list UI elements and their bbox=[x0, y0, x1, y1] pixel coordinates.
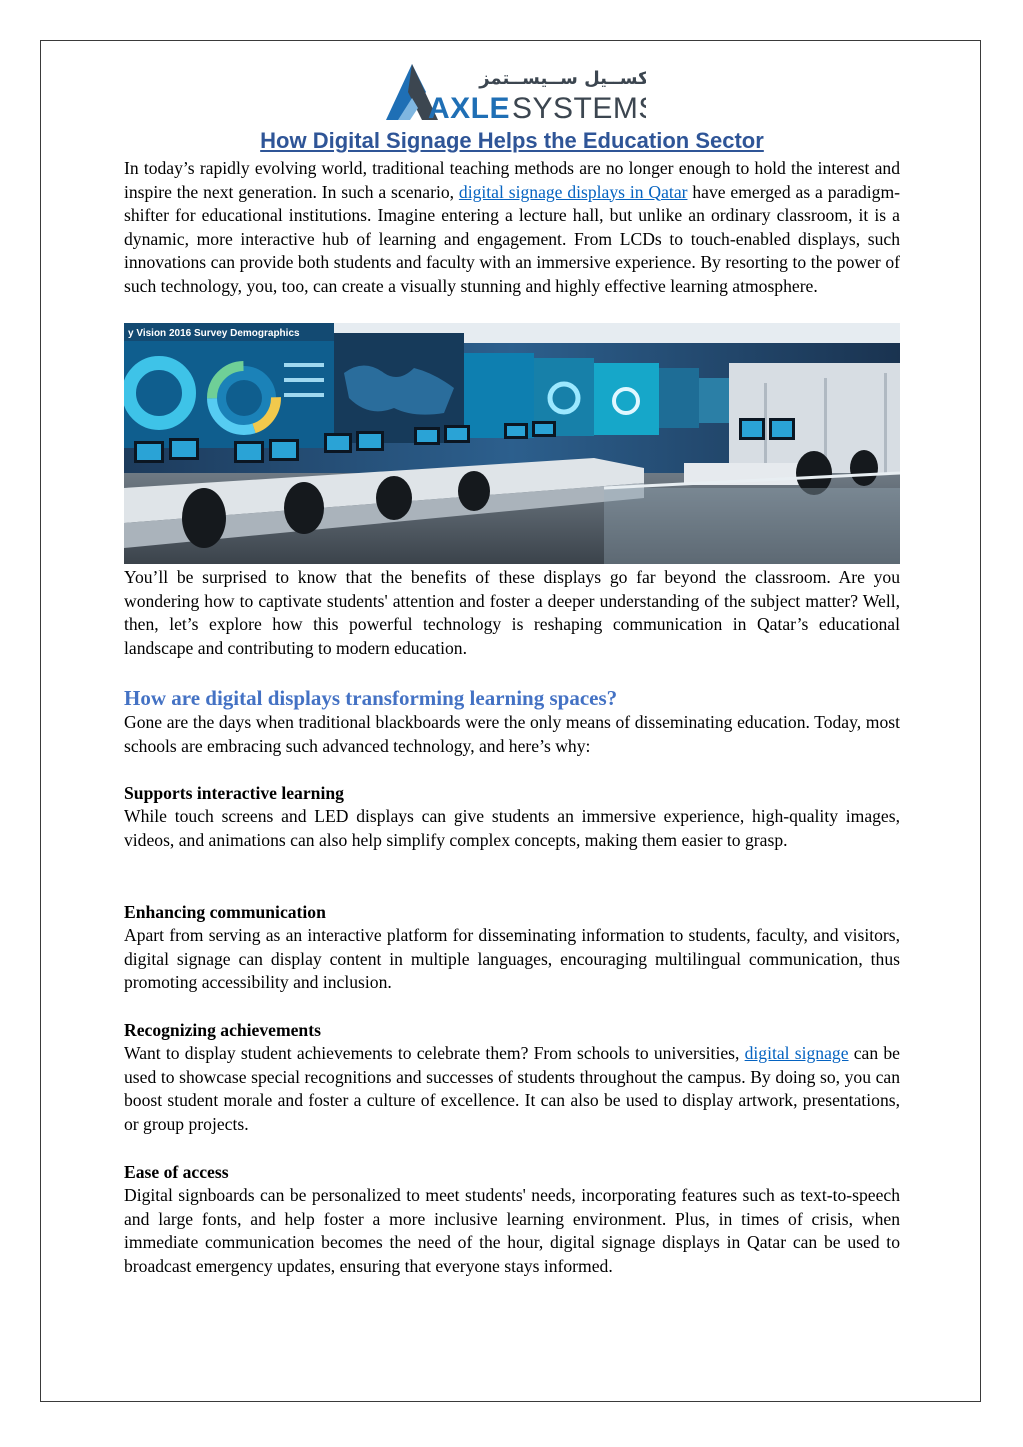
point-heading-achievements: Recognizing achievements bbox=[124, 1020, 321, 1040]
point-text-interactive-learning: While touch screens and LED displays can give students an immersive experience, high-quality images, videos, and animations can also help simplify complex concepts, making them easier to grasp. bbox=[124, 806, 900, 850]
intro-text-end: have emerged as a paradigm-shifter for educational institutions. Imagine entering a lecture hall, but unlike an ordinary classroom, it is a dynamic, more interactive hub of learning and engagement. From LCDs to touch-enabled displays, such innovations can provide both students and faculty with an immersive experience. By resorting to the power of such technology, you, too, can create a visually stunning and highly effective learning atmosphere. bbox=[124, 181, 901, 296]
achievements-text-start: Want to display student achievements to celebrate them? From schools to universities, bbox=[124, 1043, 745, 1063]
section-heading: How are digital displays transforming learning spaces? bbox=[124, 686, 618, 710]
svg-text:SYSTEMS: SYSTEMS bbox=[512, 92, 646, 124]
intro-paragraph bbox=[124, 157, 900, 298]
point-heading-interactive-learning: Supports interactive learning bbox=[124, 783, 344, 803]
control-room-photo bbox=[124, 323, 900, 564]
screen-caption: y Vision 2016 Survey Demographics bbox=[128, 328, 300, 339]
section-intro-paragraph: Gone are the days when traditional blackboards were the only means of disseminating education. Today, most schools are embracing such advanced technology, and here’s why: bbox=[124, 712, 900, 756]
page-title: How Digital Signage Helps the Education Sector bbox=[260, 128, 764, 153]
after-photo-paragraph: You’ll be surprised to know that the benefits of these displays go far beyond the classroom. Are you wondering how to captivate students' attention and foster a deeper understanding of the subject matter? Well, then, let’s explore how this powerful technology is reshaping communication in Qatar’s educational landscape and contributing to modern education. bbox=[124, 567, 900, 658]
digital-signage-link[interactable]: digital signage bbox=[744, 1043, 849, 1063]
point-heading-ease-of-access: Ease of access bbox=[124, 1162, 229, 1182]
document-page bbox=[40, 40, 981, 1402]
svg-text:AXLE: AXLE bbox=[428, 92, 511, 124]
logo-mark-icon bbox=[384, 58, 646, 124]
achievements-text-end: can be used to showcase special recognitions and successes of students throughout the campus. By doing so, you can boost student morale and foster a culture of excellence. It can also be used to display artwork, presentations, or group projects. bbox=[124, 1043, 900, 1134]
point-text-achievements bbox=[124, 1042, 900, 1136]
intro-text-start: In today’s rapidly evolving world, traditional teaching methods are no longer enough to hold the interest and inspire the next generation. In such a scenario, bbox=[124, 158, 900, 202]
svg-text:اكســيل ســيســتمز: اكســيل ســيســتمز bbox=[479, 68, 646, 89]
point-text-communication: Apart from serving as an interactive platform for disseminating information to students, faculty, and visitors, digital signage can display content in multiple languages, encouraging multilingual communication, thus promoting accessibility and inclusion. bbox=[124, 925, 900, 992]
axle-systems-logo bbox=[384, 58, 646, 124]
digital-signage-qatar-link[interactable]: digital signage displays in Qatar bbox=[458, 181, 688, 202]
point-text-ease-of-access: Digital signboards can be personalized to meet students' needs, incorporating features such as text-to-speech and large fonts, and help foster a more inclusive learning environment. Plus, in times of crisis, when immediate communication becomes the need of the hour, digital signage displays in Qatar can be used to broadcast emergency updates, ensuring that everyone stays informed. bbox=[124, 1185, 900, 1276]
point-heading-communication: Enhancing communication bbox=[124, 902, 326, 922]
